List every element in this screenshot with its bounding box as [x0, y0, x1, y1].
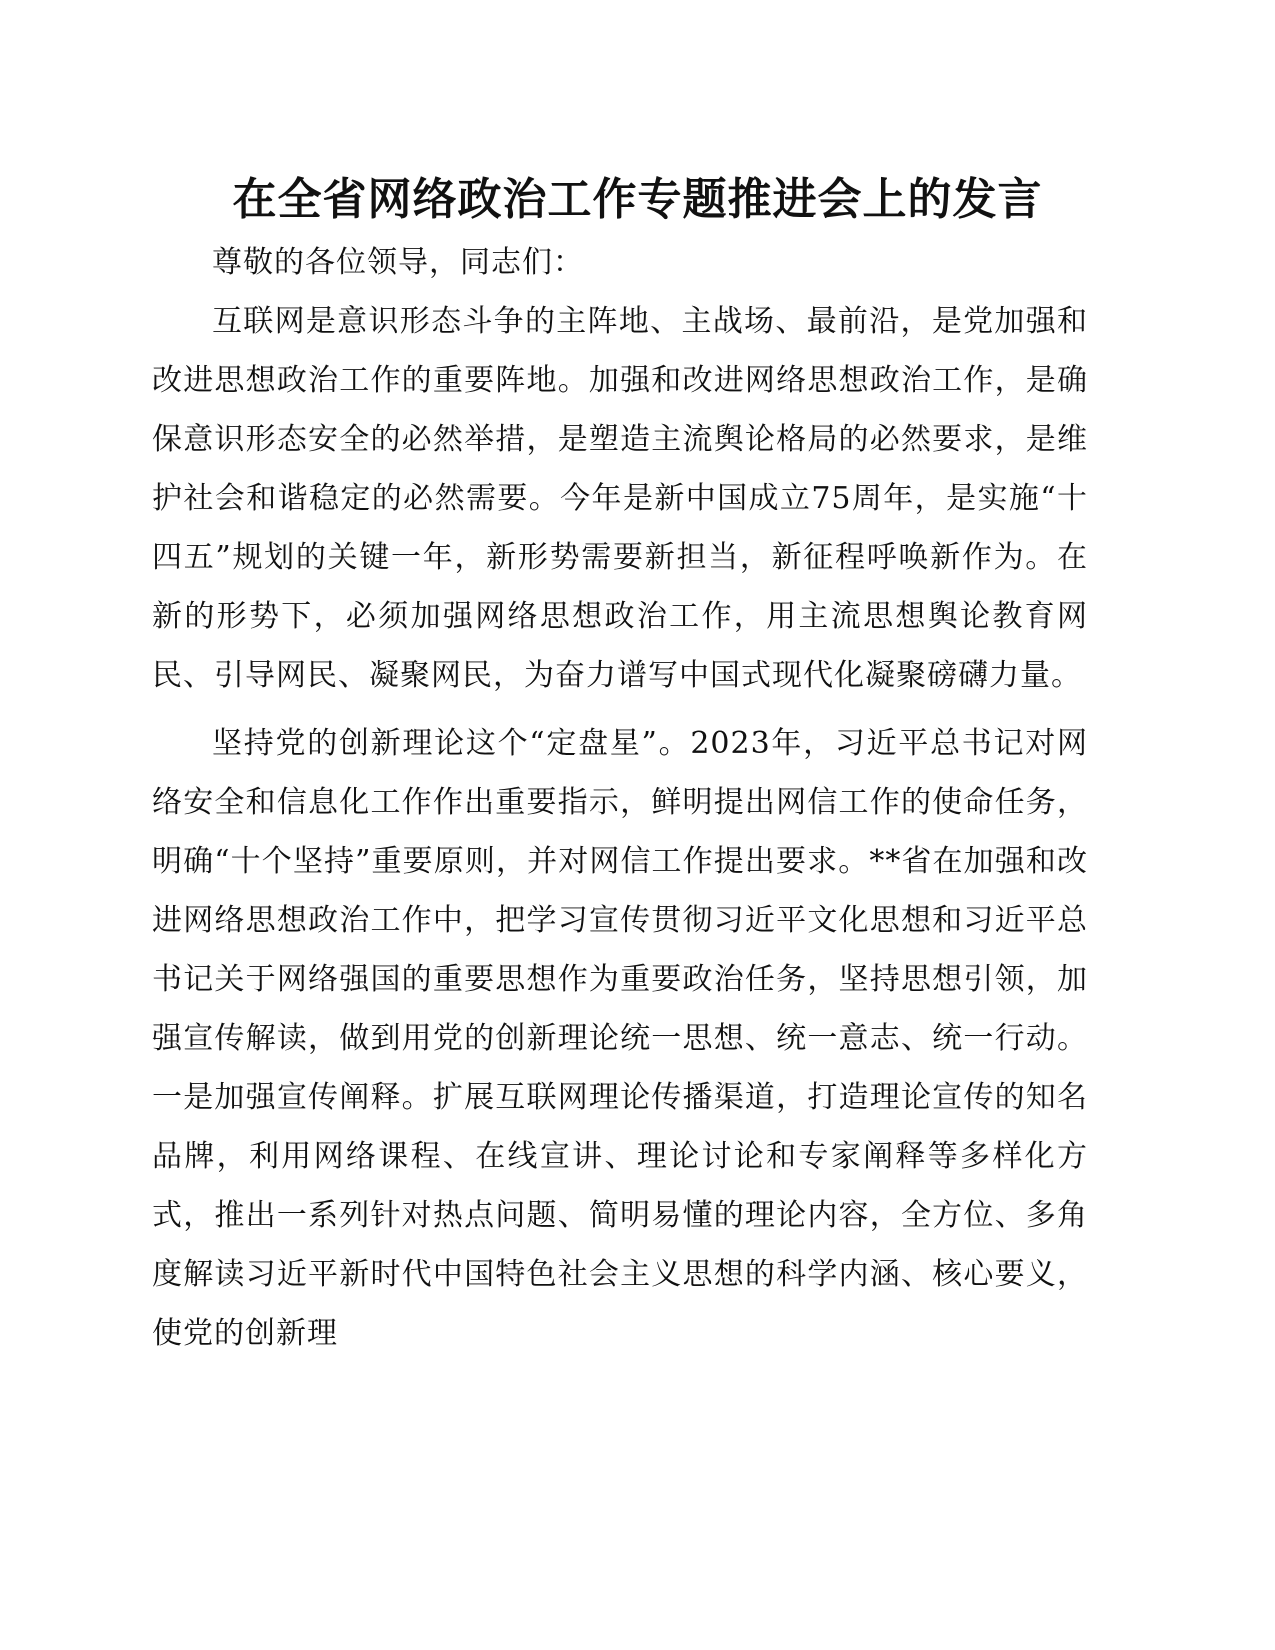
- paragraph-1: 互联网是意识形态斗争的主阵地、主战场、最前沿，是党加强和改进思想政治工作的重要阵地。加强和改进网络思想政治工作，是确保意识形态安全的必然举措，是塑造主流舆论格局的必然要求，是维护社会和谐稳定的必然需要。今年是新中国成立75周年，是实施“十四五”规划的关键一年，新形势需要新担当，新征程呼唤新作为。在新的形势下，必须加强网络思想政治工作，用主流思想舆论教育网民、引导网民、凝聚网民，为奋力谱写中国式现代化凝聚磅礴力量。: [152, 304, 1088, 693]
- document-body: [152, 233, 1088, 1363]
- document-title: 在全省网络政治工作专题推进会上的发言: [232, 174, 1043, 225]
- salutation: 尊敬的各位领导，同志们：: [212, 245, 584, 280]
- paragraph-2: 坚持党的创新理论这个“定盘星”。2023年，习近平总书记对网络安全和信息化工作作出重要指示，鲜明提出网信工作的使命任务，明确“十个坚持”重要原则，并对网信工作提出要求。**省在加强和改进网络思想政治工作中，把学习宣传贯彻习近平文化思想和习近平总书记关于网络强国的重要思想作为重要政治任务，坚持思想引领，加强宣传解读，做到用党的创新理论统一思想、统一意志、统一行动。一是加强宣传阐释。扩展互联网理论传播渠道，打造理论宣传的知名品牌，利用网络课程、在线宣讲、理论讨论和专家阐释等多样化方式，推出一系列针对热点问题、简明易懂的理论内容，全方位、多角度解读习近平新时代中国特色社会主义思想的科学内涵、核心要义，使党的创新理: [152, 726, 1088, 1351]
